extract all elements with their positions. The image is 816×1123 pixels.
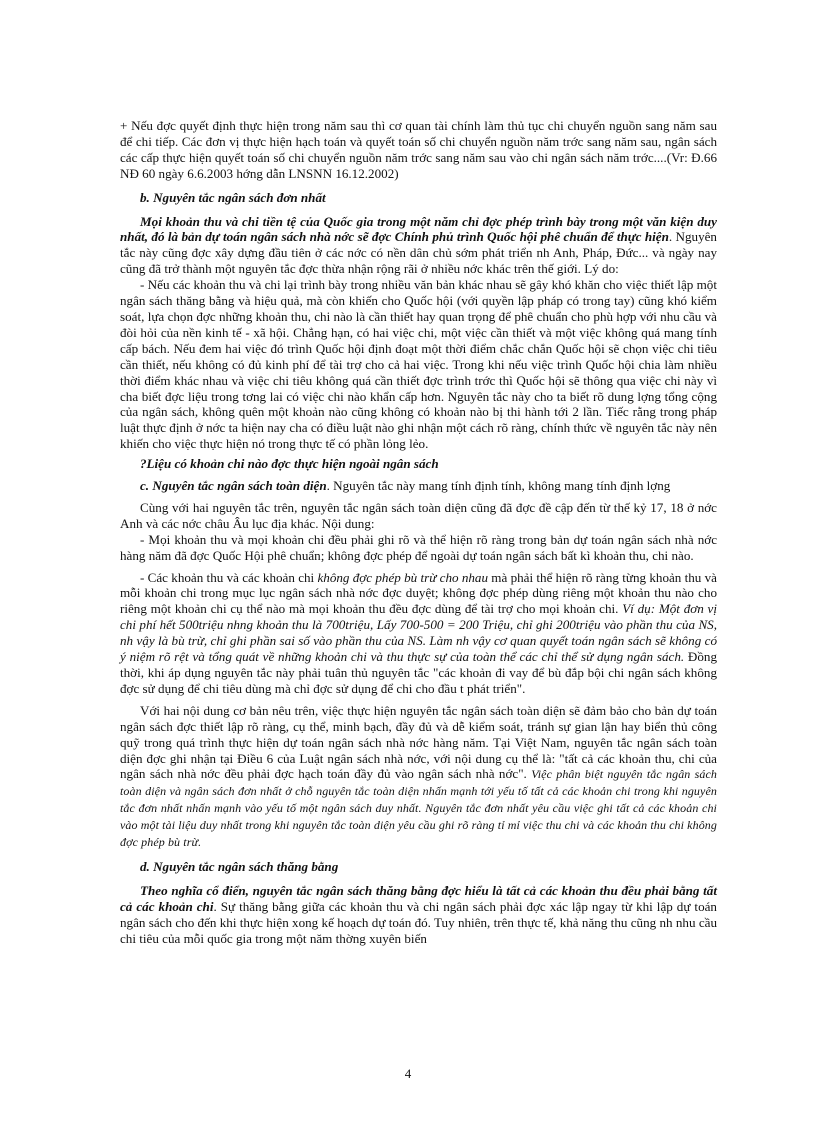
paragraph-c-3 xyxy=(120,570,717,697)
paragraph-c-0-text: . Nguyên tắc này mang tính định tính, không mang tính định lợng xyxy=(326,478,671,494)
page-number: 4 xyxy=(404,1066,412,1081)
paragraph-b-2: - Nếu các khoản thu và chi lại trình bày trong nhiều văn bản khác nhau sẽ gây khó khăn cho việc thiết lập một ngân sách thăng bằng và hiệu quả, mà còn khiến cho Quốc hội (với quyền lập pháp có trong tay) cũng khó kiểm soát, lựa chọn đợc những khoản thu, chi nào là cần thiết hay quan trọng để phê chuẩn cho phù hợp với nhu cầu và đòi hỏi của nền kinh tế - xã hội. Chẳng hạn, có hai việc chi, một việc cần thiết và một việc không quá mang tính cấp bách. Nếu đem hai việc đó trình Quốc hội định đoạt một thời điểm chắc chắn Quốc hội sẽ chọn việc chi tiêu cần thiết, nếu không có đủ kinh phí để tài trợ cho cả hai việc. Trong khi nếu việc trình Quốc hội chia làm nhiều thời điểm khác nhau và việc chi tiêu không quá cần thiết đợc trình trớc thì Quốc hội sẽ thông qua việc chi này vì cha biết đợc liệu trong tơng lai có việc chi nào khẩn cấp hơn. Nguyên tắc này cho ta biết rõ dung lợng tổng cộng của ngân sách, không quên một khoản nào cũng không có khoản nào bị thi hành tới 2 lần. Tiếc rằng trong pháp luật thực định ở nớc ta hiện nay cha có điều luật nào ghi nhận một cách rõ ràng, chính thức về nguyên tắc này nên khiến cho việc thực hiện nó trong thực tế có phần lỏng lẻo. xyxy=(120,277,717,452)
heading-b: b. Nguyên tắc ngân sách đơn nhất xyxy=(140,189,326,205)
paragraph-b-1 xyxy=(120,214,717,278)
paragraph-d-1 xyxy=(120,883,717,947)
heading-c: c. Nguyên tắc ngân sách toàn diện xyxy=(140,478,327,494)
paragraph-c-4-italic: Việc phân biệt nguyên tắc ngân sách toàn diện và ngân sách đơn nhất ở chỗ nguyên tắc toàn diện nhấn mạnh tới yếu tố tất cả các khoản chi trong khi nguyên tắc đơn nhất nhấn mạnh vào yếu tố một ngân sách duy nhất. Nguyên tắc đơn nhất yêu cầu việc ghi tất cả các khoản chi vào một tài liệu duy nhất trong khi nguyên tắc toàn diện yêu cầu ghi rõ ràng tỉ mỉ việc thu chi và các khoản thu chi không đợc phép bù trừ. xyxy=(120,767,717,850)
heading-d: d. Nguyên tắc ngân sách thăng bằng xyxy=(140,858,339,874)
paragraph-b-1-emphasis: Mọi khoản thu và chi tiền tệ của Quốc gia trong một năm chỉ đợc phép trình bày trong một văn kiện duy nhất, đó là bản dự toán ngân sách nhà nớc sẽ đợc Chính phủ trình Quốc hội phê chuẩn để thực hiện xyxy=(120,213,717,245)
paragraph-intro: + Nếu đợc quyết định thực hiện trong năm sau thì cơ quan tài chính làm thủ tục chi chuyển nguồn sang năm sau để chi tiếp. Các đơn vị thực hiện hạch toán và quyết toán số chi chuyển nguồn năm trớc sang năm sau, ngân sách các cấp thực hiện quyết toán số chi chuyển nguồn năm trớc sang năm sau vào chi ngân sách năm trớc....(Vr: Đ.66 NĐ 60 ngày 6.6.2003 hớng dẫn LNSNN 16.12.2002) xyxy=(120,118,717,181)
paragraph-c-3-b: mà phải thể hiện rõ ràng từng khoản thu và mỗi khoản chi trong mục lục ngân sách nhà nớc đợc duyệt; không đợc phép dùng riêng một khoản thu nào cho riêng một khoản chi cụ thể nào mà mọi khoản thu đều đợc dùng để tài trợ cho mọi khoản chi. xyxy=(120,569,717,617)
paragraph-b-1-text: . Nguyên tắc này cũng đợc xây dựng đầu tiên ở các nớc có nền dân chủ sớm phát triển nh Anh, Pháp, Đức... và ngày nay cũng đã trở thành một nguyên tắc đợc thừa nhận rộng rãi ở nhiều nớc khác trên thế giới. Lý do: xyxy=(120,229,717,277)
paragraph-c-4 xyxy=(120,703,717,851)
paragraph-c-3-a: - Các khoản thu và các khoản chi xyxy=(140,569,318,585)
paragraph-d-1-emphasis: Theo nghĩa cổ điển, nguyên tắc ngân sách thăng bằng đợc hiểu là tất cả các khoản thu đều phải bằng tất cả các khoản chi xyxy=(120,882,717,914)
question-b: ?Liệu có khoản chi nào đợc thực hiện ngoài ngân sách xyxy=(140,456,439,472)
paragraph-c-4-a: Với hai nội dung cơ bản nêu trên, việc thực hiện nguyên tắc ngân sách toàn diện sẽ đảm bảo cho bản dự toán ngân sách đợc thiết lập rõ ràng, cụ thể, minh bạch, đầy đủ và dễ kiểm soát, tránh sự gian lận hay biển thủ công quỹ trong quá trình thực hiện dự toán ngân sách nhà nớc hàng năm. Tại Việt Nam, nguyên tắc ngân sách toàn diện đợc ghi nhận tại Điều 6 của Luật ngân sách nhà nớc, với nội dung cụ thể là: "tất cả các khoản thu, chi của ngân sách nhà nớc đều phải đợc hạch toán đầy đủ vào ngân sách nhà nớc". xyxy=(120,702,717,782)
paragraph-c-3-example: Ví dụ: Một đơn vị chi phí hết 500triệu nhng khoản thu là 700triệu, Lấy 700-500 = 200 Triệu, chỉ ghi 200triệu vào phần thu của NS, nh vậy là bù trừ, chỉ ghi phần sai số vào phần thu của NS. Làm nh vậy cơ quan quyết toán ngân sách sẽ không có ý niệm rõ rệt và tổng quát về những khoản chi và thu thực sự của toàn thể các chỉ thể sử dụng ngân sách. xyxy=(120,601,717,665)
paragraph-c-1: Cùng với hai nguyên tắc trên, nguyên tắc ngân sách toàn diện cũng đã đợc đề cập đến từ thế kỷ 17, 18 ở nớc Anh và các nớc châu Âu lục địa khác. Nội dung: xyxy=(120,499,717,531)
paragraph-c-3-c: Đồng thời, khi áp dụng nguyên tắc này phải tuân thủ nguyên tắc "các khoản đi vay để bù đắp bội chi ngân sách không đợc sử dụng để chi tiêu dùng mà chỉ đợc sử dụng để chi cho đầu t phát triển". xyxy=(120,649,717,696)
paragraph-c-0 xyxy=(120,478,717,494)
page-body xyxy=(120,118,717,947)
paragraph-c-2: - Mọi khoản thu và mọi khoản chi đều phải ghi rõ và thể hiện rõ ràng trong bản dự toán ngân sách nhà nớc hàng năm đã đợc Quốc Hội phê chuẩn; không đợc phép để ngoài dự toán ngân sách bất kì khoản thu, chi nào. xyxy=(120,531,717,563)
paragraph-d-1-text: . Sự thăng bằng giữa các khoản thu và chi ngân sách phải đợc xác lập ngay từ khi lập dự toán ngân sách cho đến khi thực hiện xong kế hoạch dự toán đó. Tuy nhiên, trên thực tế, khả năng thu cũng nh nhu cầu chi tiêu của mỗi quốc gia trong một năm thờng xuyên biến xyxy=(120,898,717,946)
paragraph-c-3-italic: không đợc phép bù trừ cho nhau xyxy=(317,569,489,585)
